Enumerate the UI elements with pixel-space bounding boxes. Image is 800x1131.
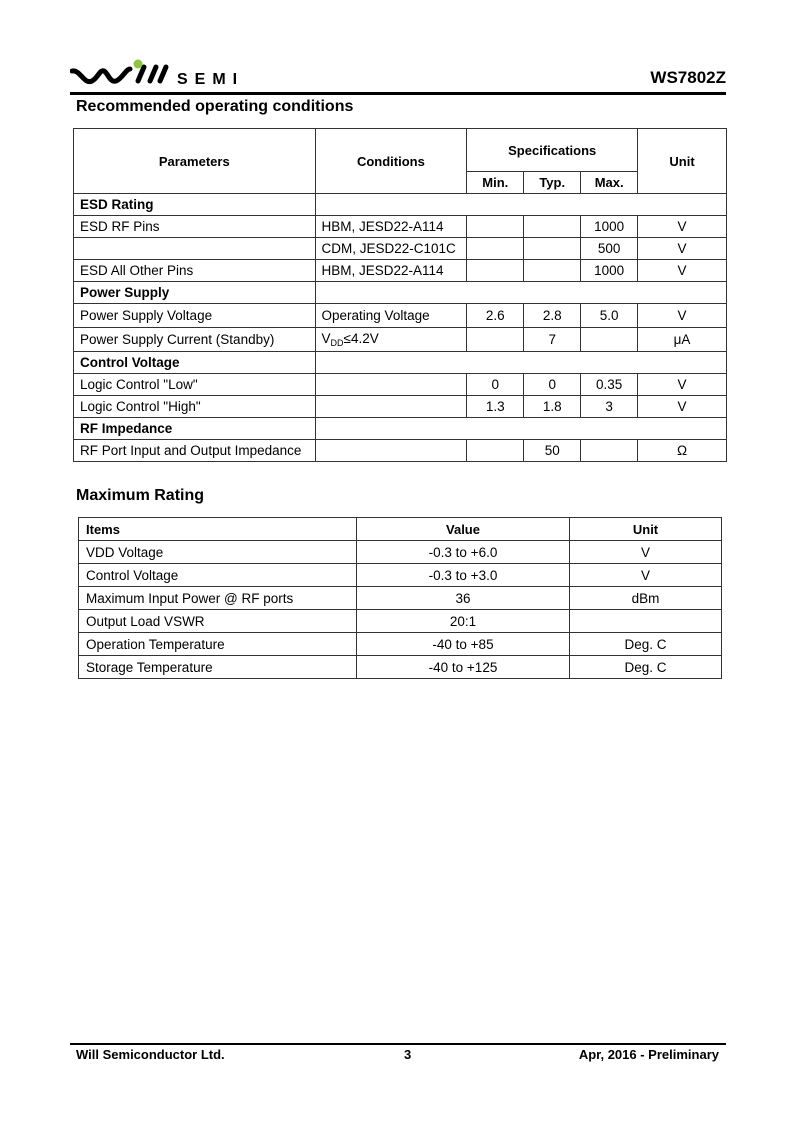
unit-cell — [570, 610, 722, 633]
vdd-limit: ≤4.2V — [343, 331, 379, 346]
min-cell — [467, 216, 524, 238]
param-cell: ESD RF Pins — [74, 216, 316, 238]
logo-text: SEMI — [177, 71, 245, 88]
condition-cell: HBM, JESD22-A114 — [315, 260, 467, 282]
page-number: 3 — [404, 1047, 412, 1062]
condition-cell — [315, 328, 467, 352]
typ-cell: 2.8 — [524, 304, 581, 328]
table-row — [79, 541, 722, 564]
param-cell: Logic Control "Low" — [74, 374, 316, 396]
value-cell: -40 to +125 — [357, 656, 570, 679]
condition-cell: Operating Voltage — [315, 304, 467, 328]
footer-rule — [70, 1043, 726, 1045]
typ-cell — [524, 216, 581, 238]
footer-date: Apr, 2016 - Preliminary — [578, 1047, 719, 1062]
value-cell: 20:1 — [357, 610, 570, 633]
header-typ: Typ. — [524, 172, 581, 194]
unit-cell: V — [638, 396, 727, 418]
header-conditions: Conditions — [315, 129, 467, 194]
unit-cell: V — [638, 374, 727, 396]
table-row — [79, 656, 722, 679]
unit-cell: μA — [638, 328, 727, 352]
min-cell — [467, 238, 524, 260]
table-row — [74, 440, 727, 462]
min-cell: 1.3 — [467, 396, 524, 418]
min-cell — [467, 260, 524, 282]
max-cell: 5.0 — [581, 304, 638, 328]
unit-cell: Ω — [638, 440, 727, 462]
header-max: Max. — [581, 172, 638, 194]
recommended-conditions-table — [73, 128, 727, 462]
table-row — [74, 328, 727, 352]
table-row — [74, 374, 727, 396]
header-unit: Unit — [570, 518, 722, 541]
min-cell: 2.6 — [467, 304, 524, 328]
max-cell: 500 — [581, 238, 638, 260]
will-logo-icon — [70, 59, 170, 89]
param-cell — [74, 238, 316, 260]
item-cell: Output Load VSWR — [79, 610, 357, 633]
param-cell: RF Port Input and Output Impedance — [74, 440, 316, 462]
condition-cell: CDM, JESD22-C101C — [315, 238, 467, 260]
unit-cell: dBm — [570, 587, 722, 610]
max-cell: 3 — [581, 396, 638, 418]
recommended-conditions-title: Recommended operating conditions — [76, 98, 354, 115]
table-row — [74, 260, 727, 282]
typ-cell: 7 — [524, 328, 581, 352]
unit-cell: V — [638, 238, 727, 260]
table-row — [79, 610, 722, 633]
section-label: Power Supply — [74, 282, 316, 304]
typ-cell — [524, 260, 581, 282]
section-label: ESD Rating — [74, 194, 316, 216]
header-unit: Unit — [638, 129, 727, 194]
table-row — [79, 564, 722, 587]
value-cell: -0.3 to +3.0 — [357, 564, 570, 587]
vdd-symbol: V — [321, 331, 331, 346]
will-semi-logo — [70, 59, 250, 89]
max-cell: 1000 — [581, 260, 638, 282]
unit-cell: V — [638, 260, 727, 282]
page-header — [70, 55, 726, 95]
table-row — [74, 304, 727, 328]
unit-cell: Deg. C — [570, 633, 722, 656]
typ-cell — [524, 238, 581, 260]
unit-cell: V — [638, 304, 727, 328]
max-cell — [581, 440, 638, 462]
condition-cell — [315, 374, 467, 396]
unit-cell: Deg. C — [570, 656, 722, 679]
typ-cell: 0 — [524, 374, 581, 396]
unit-cell: V — [570, 564, 722, 587]
min-cell — [467, 328, 524, 352]
typ-cell: 1.8 — [524, 396, 581, 418]
header-rule — [70, 92, 726, 95]
condition-cell — [315, 396, 467, 418]
param-cell: ESD All Other Pins — [74, 260, 316, 282]
item-cell: Control Voltage — [79, 564, 357, 587]
header-items: Items — [79, 518, 357, 541]
param-cell: Logic Control "High" — [74, 396, 316, 418]
part-number: WS7802Z — [650, 68, 726, 87]
item-cell: Operation Temperature — [79, 633, 357, 656]
footer-company: Will Semiconductor Ltd. — [76, 1047, 225, 1062]
max-cell — [581, 328, 638, 352]
vdd-subscript: DD — [330, 338, 344, 348]
header-parameters: Parameters — [74, 129, 316, 194]
item-cell: Storage Temperature — [79, 656, 357, 679]
min-cell — [467, 440, 524, 462]
unit-cell: V — [638, 216, 727, 238]
section-row — [74, 418, 727, 440]
maximum-rating-title: Maximum Rating — [76, 487, 205, 504]
section-row — [74, 352, 727, 374]
param-cell: Power Supply Voltage — [74, 304, 316, 328]
value-cell: -0.3 to +6.0 — [357, 541, 570, 564]
table-row — [74, 216, 727, 238]
table-row — [74, 396, 727, 418]
item-cell: VDD Voltage — [79, 541, 357, 564]
header-min: Min. — [467, 172, 524, 194]
table-row — [79, 587, 722, 610]
item-cell: Maximum Input Power @ RF ports — [79, 587, 357, 610]
condition-cell — [315, 440, 467, 462]
section-label: Control Voltage — [74, 352, 316, 374]
section-row — [74, 282, 727, 304]
max-cell: 0.35 — [581, 374, 638, 396]
section-label: RF Impedance — [74, 418, 316, 440]
max-cell: 1000 — [581, 216, 638, 238]
value-cell: -40 to +85 — [357, 633, 570, 656]
typ-cell: 50 — [524, 440, 581, 462]
table-row — [79, 633, 722, 656]
condition-cell: HBM, JESD22-A114 — [315, 216, 467, 238]
section-row — [74, 194, 727, 216]
unit-cell: V — [570, 541, 722, 564]
table-row — [74, 238, 727, 260]
value-cell: 36 — [357, 587, 570, 610]
param-cell: Power Supply Current (Standby) — [74, 328, 316, 352]
maximum-rating-table — [78, 517, 722, 679]
header-value: Value — [357, 518, 570, 541]
header-specifications: Specifications — [467, 129, 638, 172]
min-cell: 0 — [467, 374, 524, 396]
